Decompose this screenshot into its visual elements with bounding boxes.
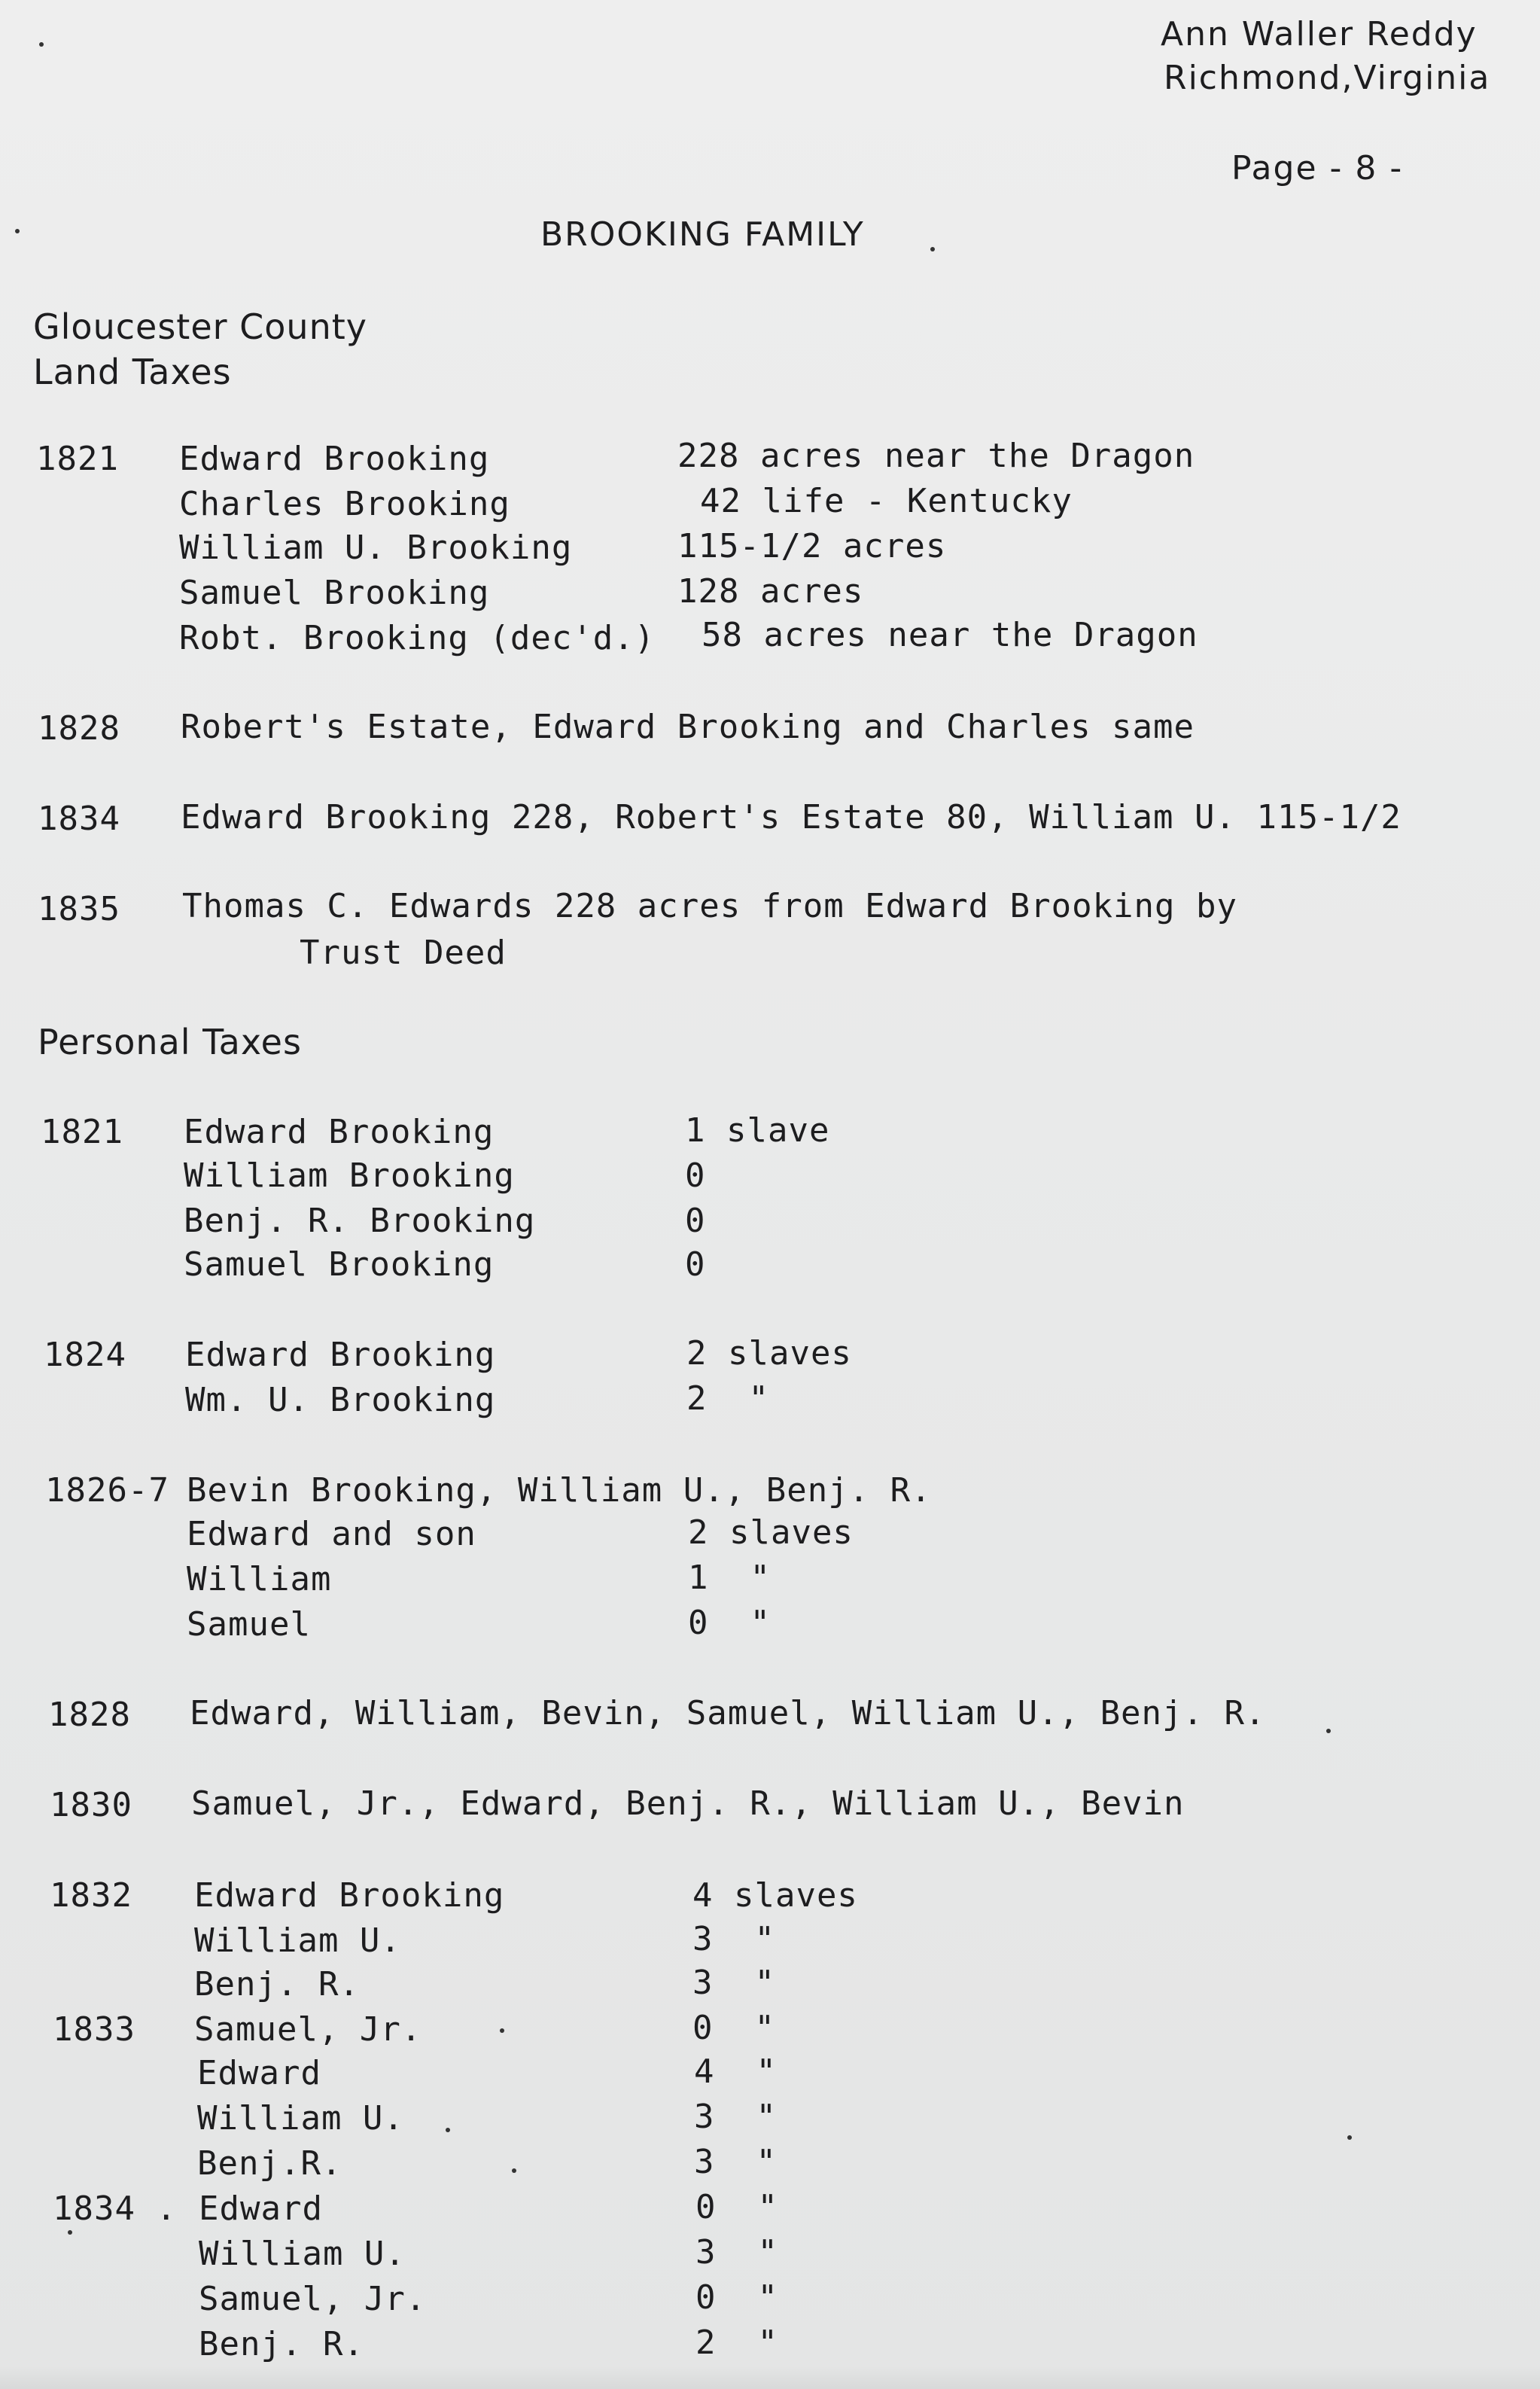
land-name: Thomas C. Edwards 228 acres from Edward Brooking by (182, 887, 1238, 925)
personal-name: Wm. U. Brooking (185, 1381, 496, 1419)
personal-value: 3 " (695, 2233, 778, 2272)
personal-name: Samuel (187, 1605, 311, 1644)
personal-year: 1830 (50, 1786, 132, 1824)
land-value: 58 acres near the Dragon (702, 616, 1198, 654)
personal-name: Edward Brooking (185, 1336, 496, 1374)
land-value: 128 acres (677, 572, 864, 611)
scan-speck (500, 2028, 504, 2033)
personal-year: 1833 (53, 2010, 135, 2049)
land-name: Edward Brooking (179, 440, 490, 478)
author-location: Richmond,Virginia (1164, 59, 1491, 97)
scan-speck (512, 2168, 516, 2173)
land-value: 228 acres near the Dragon (677, 437, 1195, 475)
personal-value: 2 " (686, 1379, 769, 1418)
personal-value: 2 " (695, 2323, 778, 2362)
personal-value: 0 (685, 1245, 706, 1284)
personal-year: 1824 (44, 1336, 126, 1374)
personal-value: 4 slaves (692, 1876, 858, 1915)
personal-name: William Brooking (184, 1156, 515, 1195)
land-name: Trust Deed (300, 934, 507, 972)
personal-value: 3 " (694, 2098, 777, 2136)
personal-value: 0 " (688, 1604, 771, 1642)
county-heading: Gloucester County (33, 306, 367, 347)
land-year: 1835 (38, 890, 120, 928)
personal-year: 1828 (48, 1696, 131, 1734)
personal-name: Edward and son (187, 1515, 476, 1553)
land-taxes-heading: Land Taxes (33, 352, 232, 392)
scan-speck (1326, 1729, 1331, 1733)
page-number: Page - 8 - (1231, 149, 1404, 187)
land-name: Samuel Brooking (179, 574, 490, 612)
personal-name: Edward (197, 2054, 321, 2092)
personal-name: Samuel, Jr., Edward, Benj. R., William U., Bevin (191, 1784, 1185, 1823)
personal-value: 3 " (692, 1964, 775, 2002)
land-name: Robert's Estate, Edward Brooking and Charles same (181, 708, 1195, 746)
scan-speck (68, 2230, 72, 2235)
personal-value: 3 " (692, 1920, 775, 1958)
personal-value: 0 (685, 1202, 706, 1240)
personal-value: 0 " (695, 2278, 778, 2317)
land-name: Charles Brooking (179, 485, 510, 523)
land-value: 115-1/2 acres (677, 527, 947, 565)
personal-name: Samuel, Jr. (199, 2280, 427, 2318)
scan-speck (446, 2128, 450, 2132)
page-title: BROOKING FAMILY (540, 215, 865, 254)
land-year: 1828 (38, 709, 120, 748)
personal-name: Edward (199, 2189, 323, 2228)
personal-value: 2 slaves (686, 1334, 852, 1373)
page-bottom-edge (0, 2366, 1540, 2389)
scan-speck (1347, 2135, 1352, 2140)
personal-name: Benj. R. (194, 1965, 360, 2004)
land-year: 1821 (36, 440, 119, 478)
personal-year: 1834 . (53, 2189, 177, 2228)
personal-name: Samuel, Jr. (194, 2010, 422, 2049)
personal-value: 3 " (694, 2143, 777, 2181)
land-name: Edward Brooking 228, Robert's Estate 80, William U. 115-1/2 (181, 798, 1402, 836)
land-name: William U. Brooking (179, 529, 573, 567)
personal-name: William (187, 1560, 332, 1598)
personal-value: 1 slave (685, 1111, 830, 1150)
personal-taxes-heading: Personal Taxes (38, 1022, 302, 1062)
personal-name: Benj. R. Brooking (184, 1202, 536, 1240)
land-name: Robt. Brooking (dec'd.) (179, 619, 656, 657)
author-name: Ann Waller Reddy (1161, 15, 1478, 53)
scan-speck (15, 229, 20, 233)
land-value: 42 life - Kentucky (700, 482, 1073, 520)
personal-value: 4 " (694, 2052, 777, 2091)
personal-name: Edward Brooking (194, 1876, 505, 1915)
personal-name: William U. (194, 1921, 401, 1960)
personal-name: Bevin Brooking, William U., Benj. R. (187, 1471, 932, 1510)
personal-name: William U. (199, 2235, 406, 2273)
personal-name: Samuel Brooking (184, 1245, 495, 1284)
personal-year: 1821 (41, 1113, 123, 1151)
personal-value: 0 " (692, 2009, 775, 2047)
personal-name: Benj.R. (197, 2144, 342, 2183)
personal-value: 2 slaves (688, 1513, 854, 1552)
personal-name: Edward, William, Bevin, Samuel, William U., Benj. R. (190, 1694, 1266, 1732)
personal-name: Benj. R. (199, 2325, 364, 2363)
land-year: 1834 (38, 800, 120, 838)
scan-speck (39, 42, 44, 47)
personal-name: William U. (197, 2099, 404, 2138)
scan-speck (930, 247, 935, 251)
personal-name: Edward Brooking (184, 1113, 495, 1151)
personal-value: 1 " (688, 1559, 771, 1597)
personal-year: 1832 (50, 1876, 132, 1915)
personal-value: 0 (685, 1156, 706, 1195)
personal-year: 1826-7 (45, 1471, 169, 1510)
personal-value: 0 " (695, 2188, 778, 2226)
